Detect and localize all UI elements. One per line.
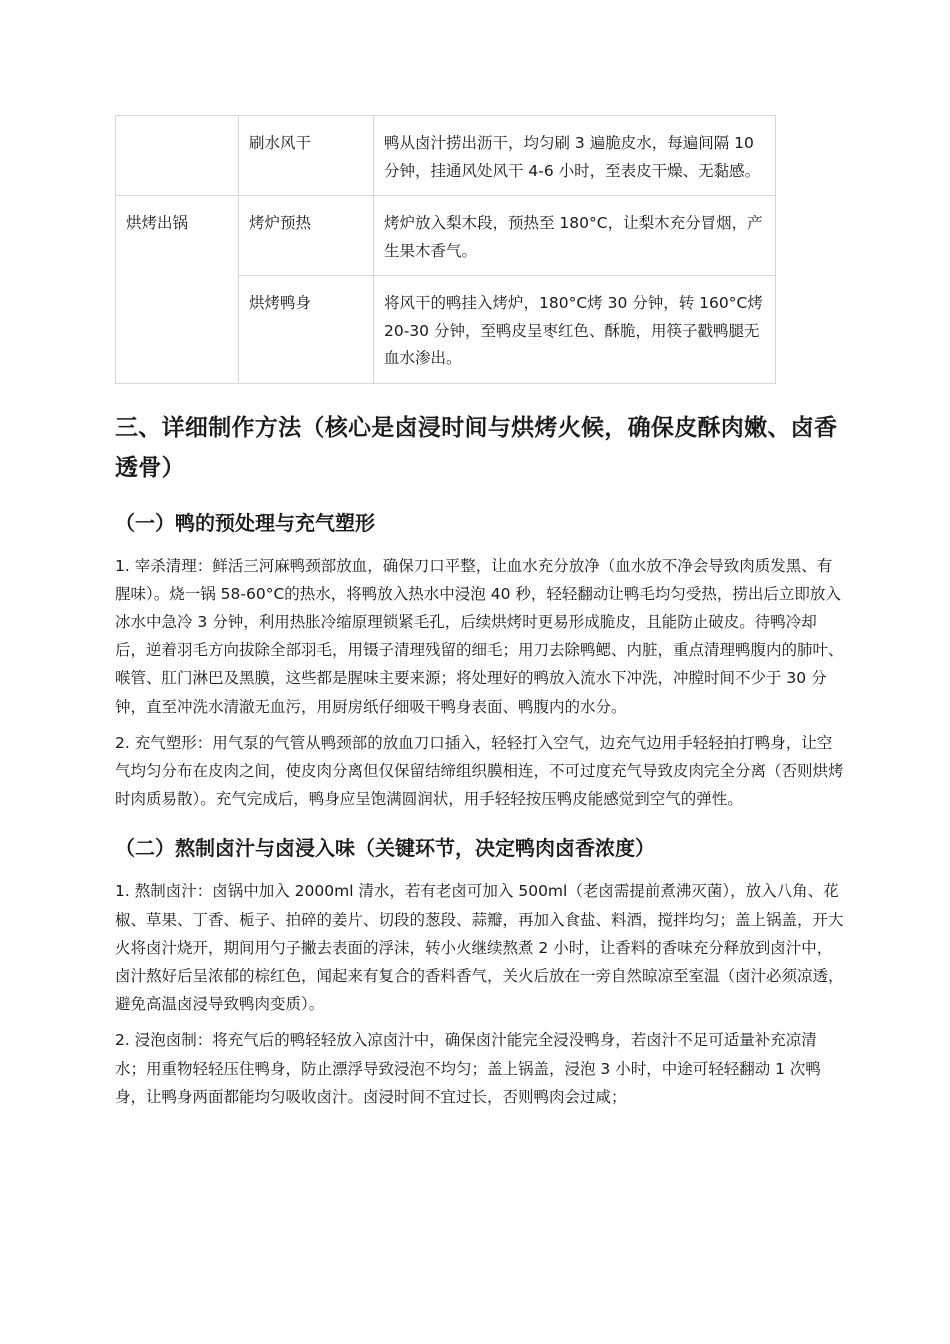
table-cell-detail: 将风干的鸭挂入烤炉，180°C烤 30 分钟，转 160°C烤 20-30 分钟，至鸭皮呈枣红色、酥脆，用筷子戳鸭腿无血水渗出。 [374,276,776,384]
table-cell-step: 刷水风干 [239,116,374,196]
subsection-heading-2: （二）熬制卤汁与卤浸入味（关键环节，决定鸭肉卤香浓度） [115,836,655,861]
table-cell-stage: 烘烤出锅 [116,196,239,384]
document-page [115,115,845,1119]
table-cell-stage [116,116,239,196]
table-row [116,196,776,276]
paragraph: 2. 浸泡卤制：将充气后的鸭轻轻放入凉卤汁中，确保卤汁能完全浸没鸭身，若卤汁不足可适量补充凉清水；用重物轻轻压住鸭身，防止漂浮导致浸泡不均匀；盖上锅盖，浸泡 3 小时，中途可轻轻翻动 1 次鸭身，让鸭身两面都能均匀吸收卤汁。卤浸时间不宜过长，否则鸭肉会过咸； [115,1031,821,1106]
process-table [115,115,776,384]
paragraph: 1. 熬制卤汁：卤锅中加入 2000ml 清水，若有老卤可加入 500ml（老卤需提前煮沸灭菌），放入八角、花椒、草果、丁香、栀子、拍碎的姜片、切段的葱段、蒜瓣，再加入食盐、料酒，搅拌均匀；盖上锅盖，开大火将卤汁烧开，期间用勺子撇去表面的浮沫，转小火继续熬煮 2 小时，让香料的香味充分释放到卤汁中，卤汁熬好后呈浓郁的棕红色，闻起来有复合的香料香气，关火后放在一旁自然晾凉至室温（卤汁必须凉透，避免高温卤浸导致鸭肉变质）。 [115,882,844,1014]
table-cell-detail: 鸭从卤汁捞出沥干，均匀刷 3 遍脆皮水，每遍间隔 10 分钟，挂通风处风干 4-6 小时，至表皮干燥、无黏感。 [374,116,776,196]
paragraph: 2. 充气塑形：用气泵的气管从鸭颈部的放血刀口插入，轻轻打入空气，边充气边用手轻轻拍打鸭身，让空气均匀分布在皮肉之间，使皮肉分离但仅保留结缔组织膜相连，不可过度充气导致皮肉完全分离（否则烘烤时肉质易散）。充气完成后，鸭身应呈饱满圆润状，用手轻轻按压鸭皮能感觉到空气的弹性。 [115,733,844,809]
table-row [116,116,776,196]
subsection-heading-1: （一）鸭的预处理与充气塑形 [115,510,375,535]
paragraph: 1. 宰杀清理：鲜活三河麻鸭颈部放血，确保刀口平整，让血水充分放净（血水放不净会导致肉质发黑、有腥味）。烧一锅 58-60°C的热水，将鸭放入热水中浸泡 40 秒，轻轻翻动让鸭毛均匀受热，捞出后立即放入冰水中急冷 3 分钟，利用热胀冷缩原理锁紧毛孔，后续烘烤时更易形成脆皮，且能防止破皮。待鸭冷却后，逆着羽毛方向拔除全部羽毛，用镊子清理残留的细毛；用刀去除鸭鳃、内脏，重点清理鸭腹内的肺叶、喉管、肛门淋巴及黑膜，这些都是腥味主要来源；将处理好的鸭放入流水下冲洗，冲膛时间不少于 30 分钟，直至冲洗水清澈无血污，用厨房纸仔细吸干鸭身表面、鸭腹内的水分。 [115,556,844,716]
table-cell-detail: 烤炉放入梨木段，预热至 180°C，让梨木充分冒烟，产生果木香气。 [374,196,776,276]
table-cell-step: 烤炉预热 [239,196,374,276]
table-cell-step: 烘烤鸭身 [239,276,374,384]
section-heading: 三、详细制作方法（核心是卤浸时间与烘烤火候，确保皮酥肉嫩、卤香透骨） [115,414,838,481]
